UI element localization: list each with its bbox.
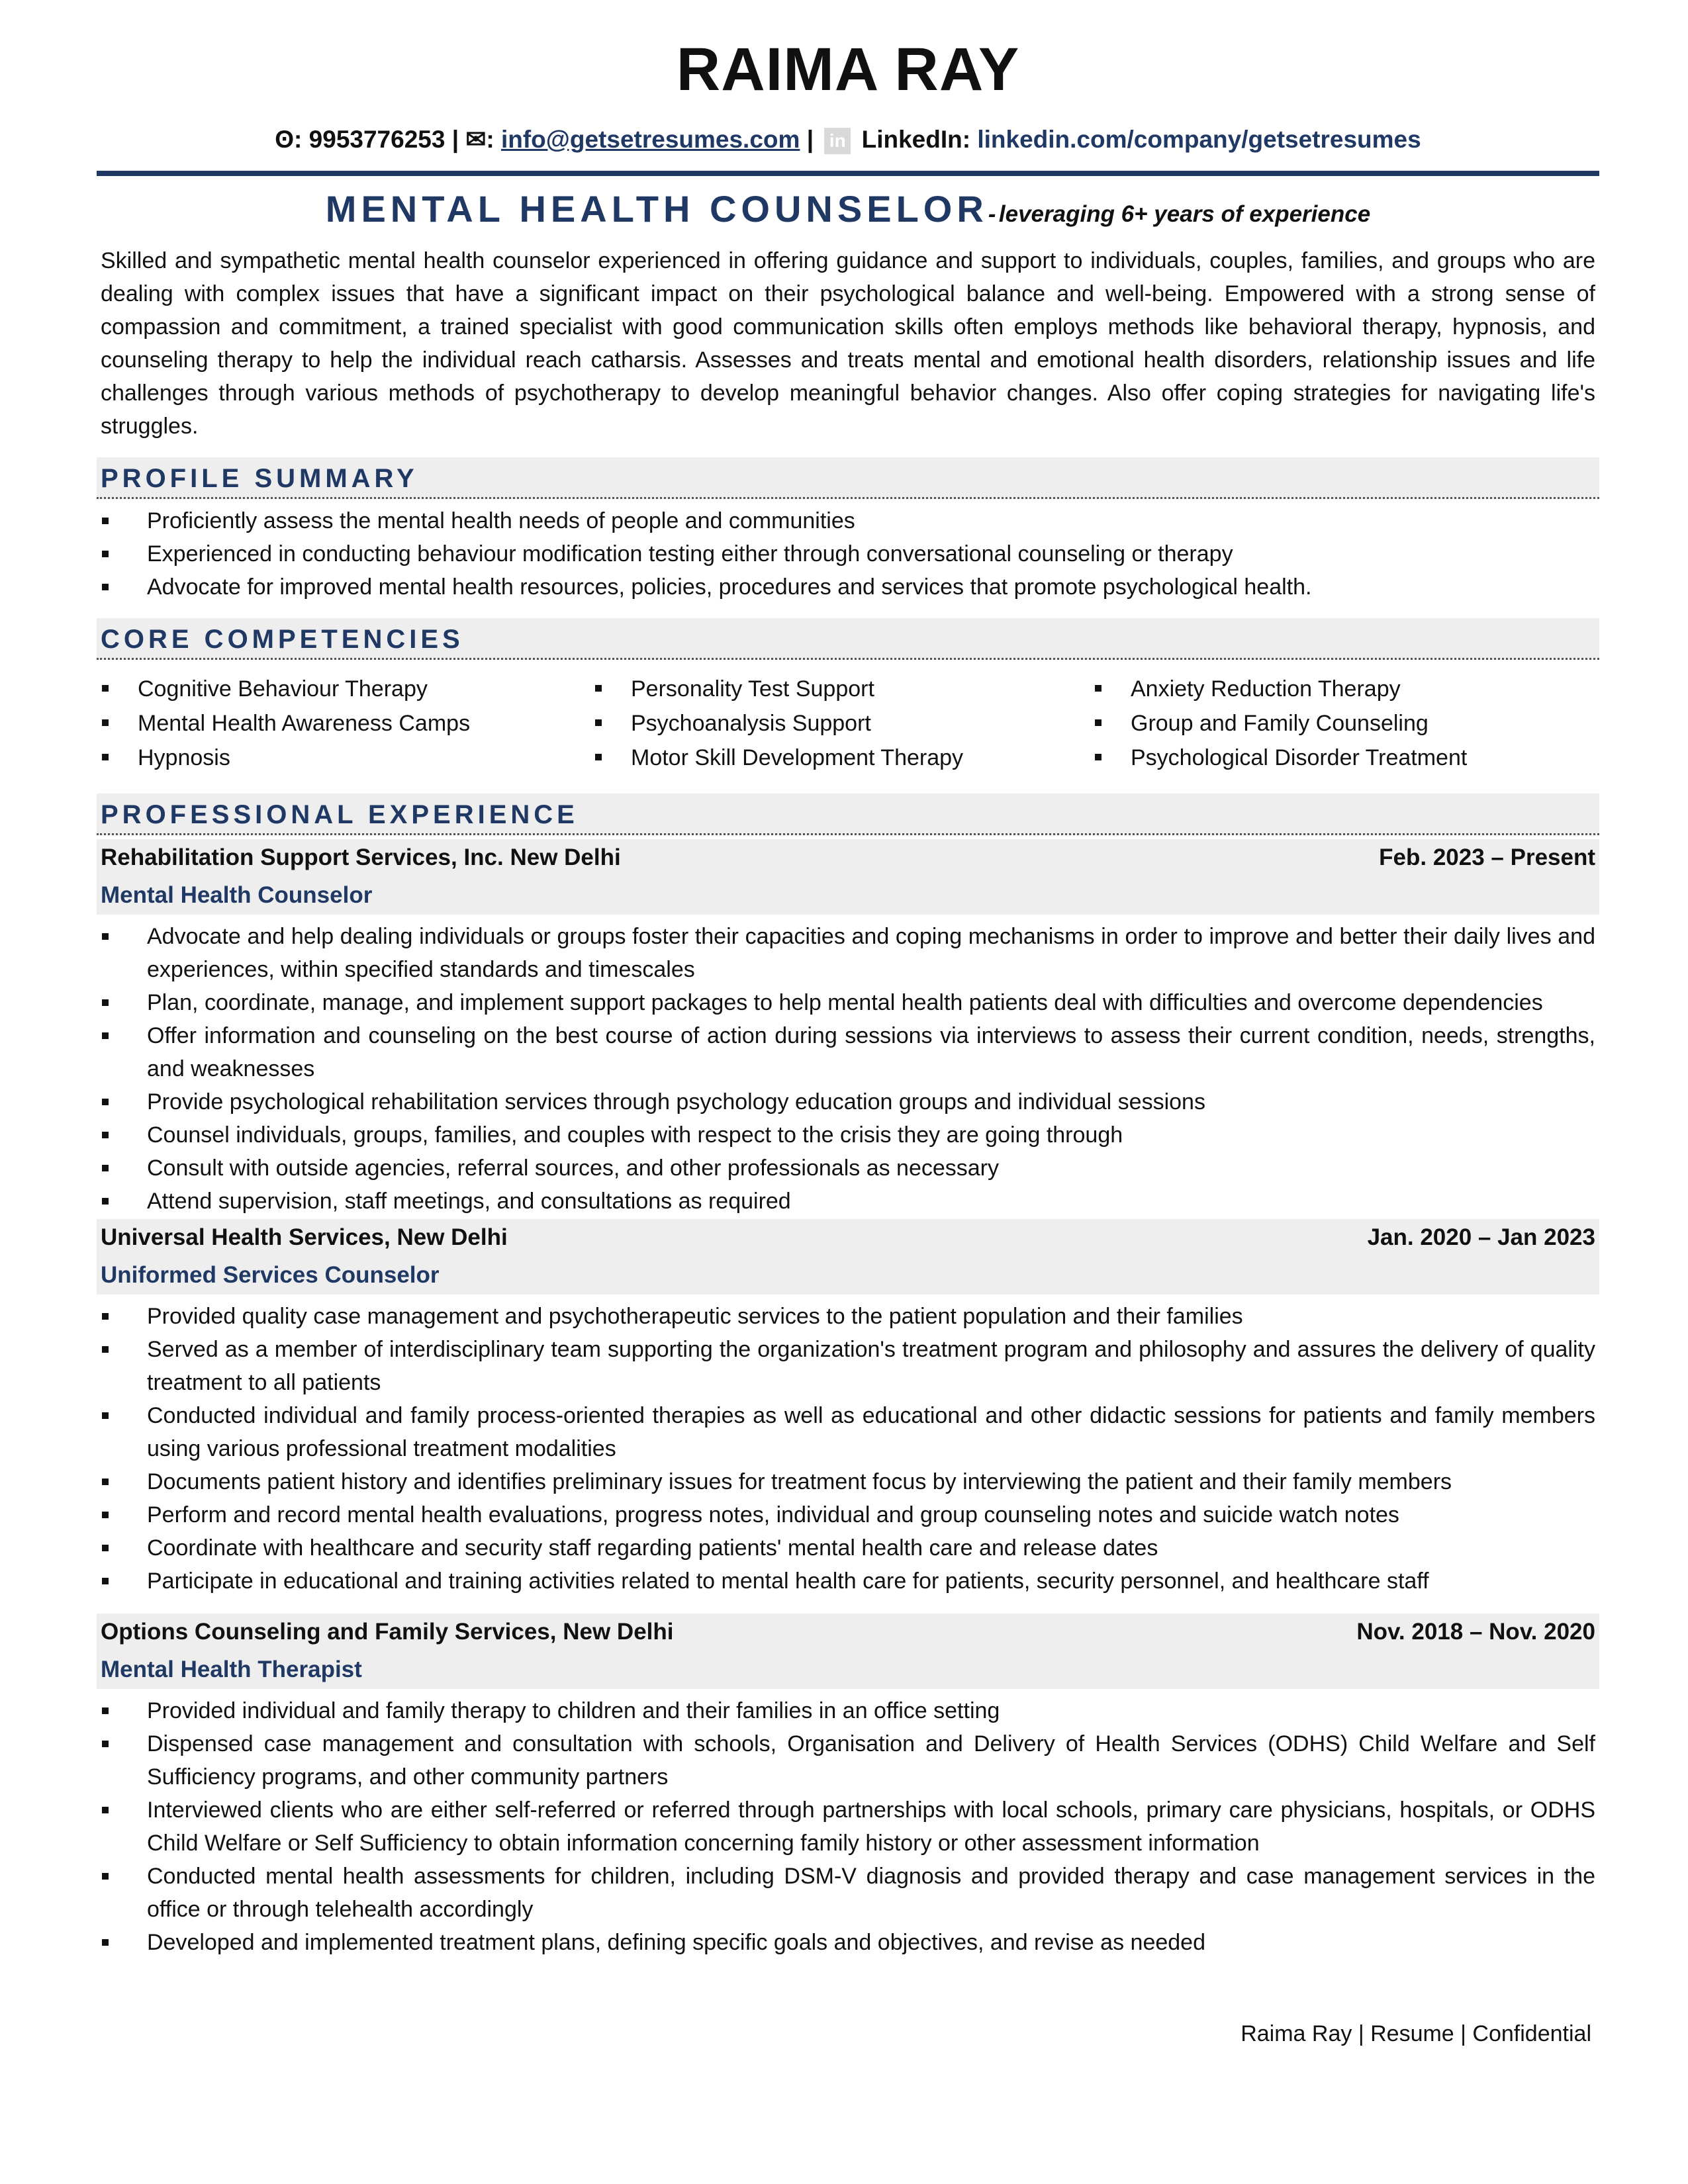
company-name: Rehabilitation Support Services, Inc. New Delhi: [101, 844, 621, 870]
job-role: Uniformed Services Counselor: [101, 1262, 440, 1288]
list-item: Provided individual and family therapy to children and their families in an office setting: [97, 1694, 1599, 1727]
list-item: Documents patient history and identifies preliminary issues for treatment focus by interviewing the patient and their family members: [97, 1465, 1599, 1498]
separator: |: [806, 126, 814, 153]
headline: [97, 188, 1599, 240]
phone-icon: ʘ: 9953776253: [275, 126, 445, 153]
job-bullets: [97, 1300, 1599, 1598]
company-name: Universal Health Services, New Delhi: [101, 1224, 508, 1250]
list-item: Personality Test Support: [590, 672, 1090, 706]
job-company-line: [101, 1614, 1595, 1651]
separator: |: [451, 126, 459, 153]
list-item: Proficiently assess the mental health needs of people and communities: [97, 504, 1599, 537]
list-item: Hypnosis: [97, 741, 590, 775]
list-item: Experienced in conducting behaviour modification testing either through conversational counseling or therapy: [97, 537, 1599, 570]
list-item: Advocate for improved mental health resources, policies, procedures and services that promote psychological health.: [97, 570, 1599, 604]
list-item: Served as a member of interdisciplinary team supporting the organization's treatment program and philosophy and assures the delivery of quality treatment to all patients: [97, 1333, 1599, 1399]
list-item: Advocate and help dealing individuals or groups foster their capacities and coping mechanisms in order to improve and better their daily lives and experiences, within specified standards and timescales: [97, 920, 1599, 986]
job-bullets: [97, 1694, 1599, 1959]
competencies-grid: [97, 672, 1599, 775]
job-dates: Nov. 2018 – Nov. 2020: [1356, 1619, 1595, 1645]
job-company-line: [101, 839, 1595, 876]
list-item: Interviewed clients who are either self-referred or referred through partnerships with local schools, primary care physicians, hospitals, or ODHS Child Welfare or Self Sufficiency to obtain information concerning family history or other assessment information: [97, 1794, 1599, 1860]
competencies-column: [97, 672, 590, 775]
linkedin-link[interactable]: linkedin.com/company/getsetresumes: [977, 126, 1421, 153]
candidate-name: RAIMA RAY: [676, 36, 1020, 103]
list-item: Mental Health Awareness Camps: [97, 706, 590, 741]
title-dash: -: [988, 201, 996, 227]
list-item: Perform and record mental health evaluations, progress notes, individual and group counseling notes and suicide watch notes: [97, 1498, 1599, 1531]
header-divider: [97, 171, 1599, 176]
list-item: Participate in educational and training activities related to mental health care for patients, security personnel, and healthcare staff: [97, 1565, 1599, 1598]
list-item: Conducted individual and family process-oriented therapies as well as educational and other didactic sessions for patients and family members using various professional treatment modalities: [97, 1399, 1599, 1465]
company-name: Options Counseling and Family Services, New Delhi: [101, 1619, 674, 1645]
linkedin-label: LinkedIn:: [861, 126, 971, 153]
list-item: Provide psychological rehabilitation services through psychology education groups and individual sessions: [97, 1085, 1599, 1118]
experience-tagline: leveraging 6+ years of experience: [998, 201, 1371, 227]
competencies-column: [590, 672, 1090, 775]
list-item: Coordinate with healthcare and security staff regarding patients' mental health care and release dates: [97, 1531, 1599, 1565]
contact-line: [97, 123, 1599, 156]
list-item: Group and Family Counseling: [1090, 706, 1599, 741]
list-item: Developed and implemented treatment plans, defining specific goals and objectives, and revise as needed: [97, 1926, 1599, 1959]
job-role: Mental Health Therapist: [101, 1657, 362, 1682]
job-header: [97, 839, 1599, 915]
job-title: MENTAL HEALTH COUNSELOR: [325, 188, 988, 230]
list-item: Dispensed case management and consultation with schools, Organisation and Delivery of Health Services (ODHS) Child Welfare and Self Sufficiency programs, and other community partners: [97, 1727, 1599, 1794]
email-icon: ✉:: [465, 126, 494, 153]
list-item: Offer information and counseling on the best course of action during sessions via interviews to assess their current condition, needs, strengths, and weaknesses: [97, 1019, 1599, 1085]
page-footer: Raima Ray | Resume | Confidential: [1241, 2021, 1591, 2046]
job-dates: Feb. 2023 – Present: [1379, 844, 1595, 870]
job-bullets: [97, 920, 1599, 1218]
professional-experience-heading: PROFESSIONAL EXPERIENCE: [97, 794, 1599, 835]
linkedin-icon: in: [824, 128, 851, 154]
list-item: Attend supervision, staff meetings, and consultations as required: [97, 1185, 1599, 1218]
job-header: [97, 1614, 1599, 1689]
list-item: Motor Skill Development Therapy: [590, 741, 1090, 775]
list-item: Cognitive Behaviour Therapy: [97, 672, 590, 706]
resume-content: [97, 33, 1599, 1959]
core-competencies-heading: CORE COMPETENCIES: [97, 618, 1599, 660]
job-header: [97, 1219, 1599, 1295]
list-item: Conducted mental health assessments for children, including DSM-V diagnosis and provided therapy and case management services in the office or through telehealth accordingly: [97, 1860, 1599, 1926]
list-item: Psychological Disorder Treatment: [1090, 741, 1599, 775]
job-dates: Jan. 2020 – Jan 2023: [1367, 1224, 1595, 1250]
competencies-column: [1090, 672, 1599, 775]
summary-paragraph: Skilled and sympathetic mental health counselor experienced in offering guidance and support to individuals, couples, families, and groups who are dealing with complex issues that have a significant impact on their psychological balance and well-being. Empowered with a strong sense of compassion and commitment, a trained specialist with good communication skills often employs methods like behavioral therapy, hypnosis, and counseling therapy to help the individual reach catharsis. Assesses and treats mental and emotional health disorders, relationship issues and life challenges through various methods of psychotherapy to develop meaningful behavior changes. Also offer coping strategies for navigating life's struggles.: [101, 248, 1595, 439]
list-item: Provided quality case management and psychotherapeutic services to the patient population and their families: [97, 1300, 1599, 1333]
list-item: Counsel individuals, groups, families, and couples with respect to the crisis they are going through: [97, 1118, 1599, 1152]
list-item: Psychoanalysis Support: [590, 706, 1090, 741]
list-item: Plan, coordinate, manage, and implement support packages to help mental health patients deal with difficulties and overcome dependencies: [97, 986, 1599, 1019]
email-link[interactable]: info@getsetresumes.com: [500, 126, 800, 153]
job-role: Mental Health Counselor: [101, 882, 373, 908]
list-item: Anxiety Reduction Therapy: [1090, 672, 1599, 706]
list-item: Consult with outside agencies, referral sources, and other professionals as necessary: [97, 1152, 1599, 1185]
job-company-line: [101, 1219, 1595, 1256]
profile-summary-list: [97, 504, 1599, 604]
profile-summary-heading: PROFILE SUMMARY: [97, 457, 1599, 499]
